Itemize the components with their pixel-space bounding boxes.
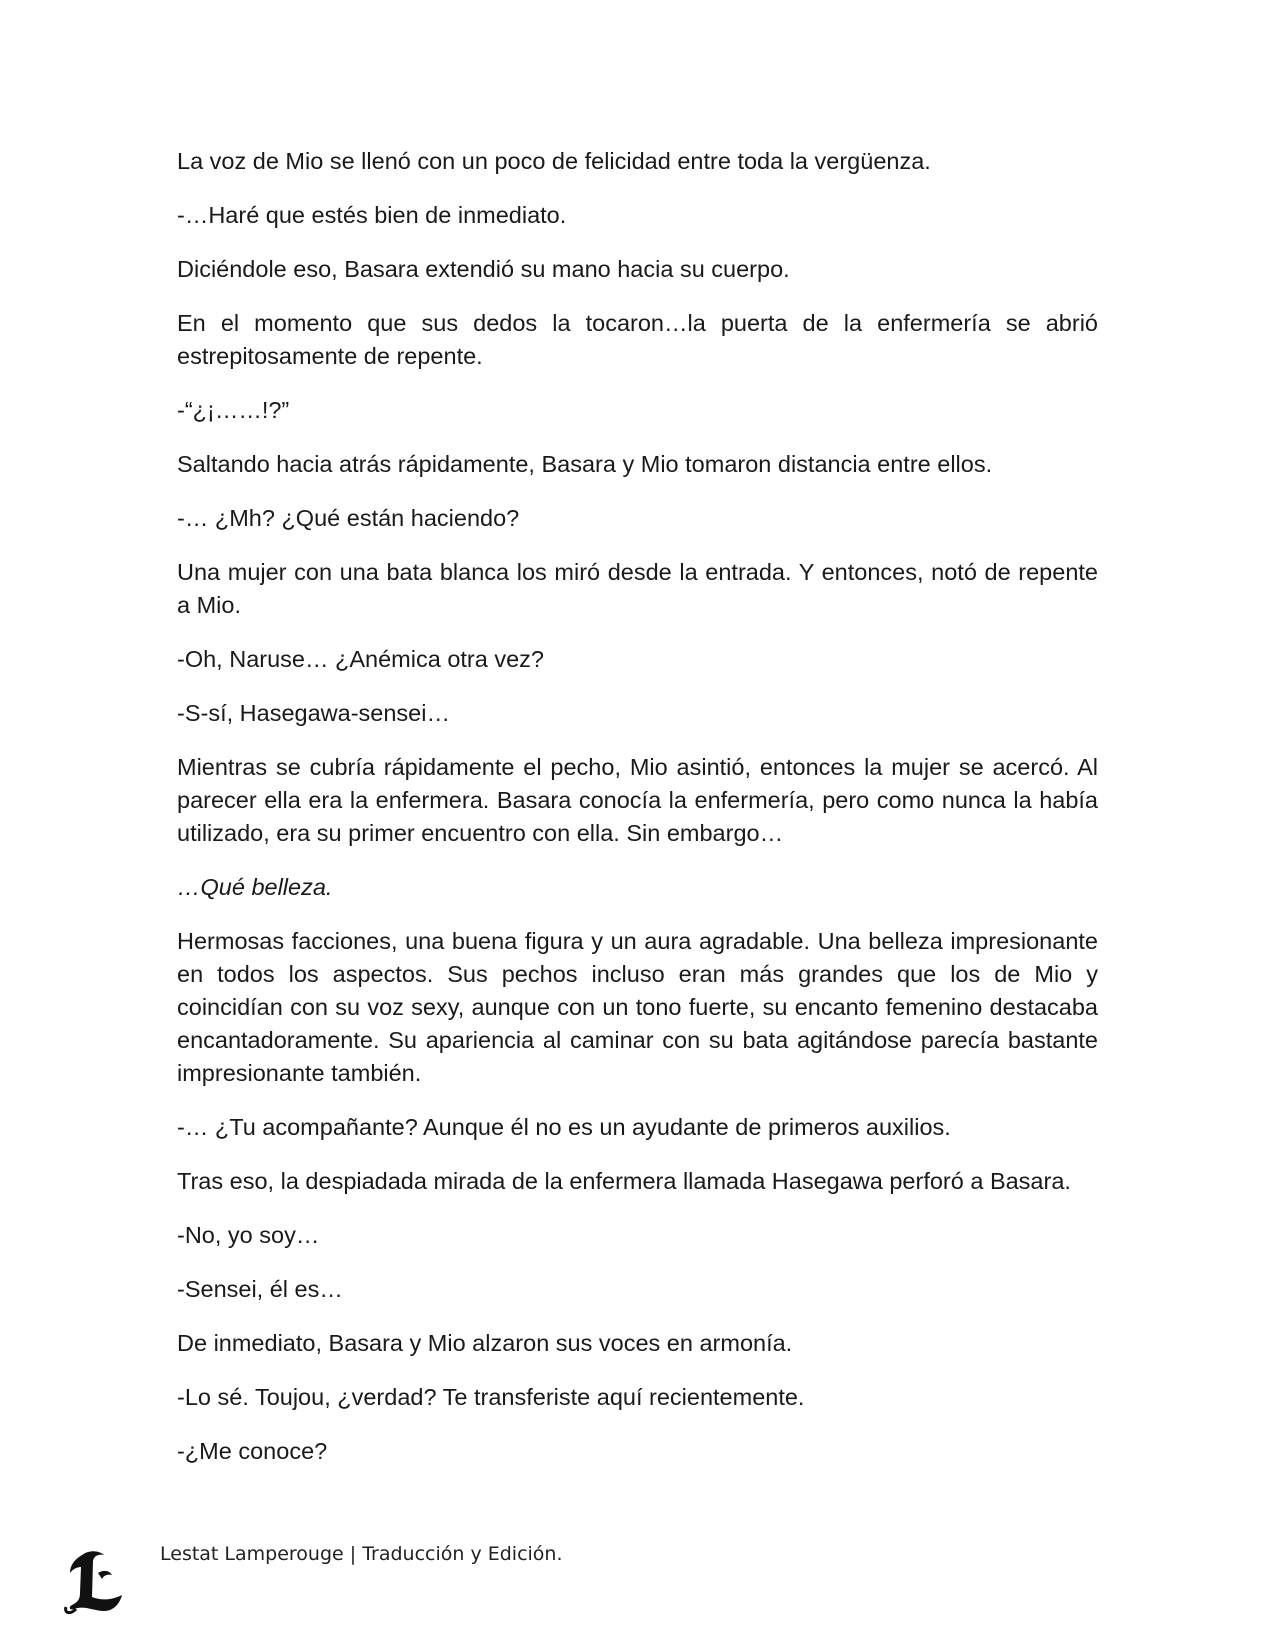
paragraph: De inmediato, Basara y Mio alzaron sus voces en armonía. <box>177 1330 793 1356</box>
dialogue-line: -Sensei, él es… <box>177 1276 343 1302</box>
paragraph: Tras eso, la despiadada mirada de la enfermera llamada Hasegawa perforó a Basara. <box>177 1168 1071 1194</box>
paragraph: Mientras se cubría rápidamente el pecho, Mio asintió, entonces la mujer se acercó. Al parecer ella era la enfermera. Basara conocía la enfermería, pero como nunca la había utilizado, era su primer encuentro con ella. Sin embargo… <box>177 754 1098 846</box>
italic-thought: …Qué belleza. <box>177 874 333 900</box>
paragraph: En el momento que sus dedos la tocaron…la puerta de la enfermería se abrió estrepitosamente de repente. <box>177 310 1098 369</box>
dialogue-line: -… ¿Tu acompañante? Aunque él no es un ayudante de primeros auxilios. <box>177 1114 951 1140</box>
paragraph: Saltando hacia atrás rápidamente, Basara y Mio tomaron distancia entre ellos. <box>177 451 993 477</box>
paragraph: La voz de Mio se llenó con un poco de felicidad entre toda la vergüenza. <box>177 148 931 174</box>
document-body <box>177 145 1098 1489</box>
page-footer <box>60 1535 760 1615</box>
paragraph: Diciéndole eso, Basara extendió su mano hacia su cuerpo. <box>177 256 790 282</box>
dialogue-line: -Lo sé. Toujou, ¿verdad? Te transferiste aquí recientemente. <box>177 1384 805 1410</box>
dialogue-line: -No, yo soy… <box>177 1222 320 1248</box>
paragraph: Una mujer con una bata blanca los miró desde la entrada. Y entonces, notó de repente a Mio. <box>177 559 1098 618</box>
paragraph: Hermosas facciones, una buena figura y un aura agradable. Una belleza impresionante en todos los aspectos. Sus pechos incluso eran más grandes que los de Mio y coincidían con su voz sexy, aunque con un tono fuerte, su encanto femenino destacaba encantadoramente. Su apariencia al caminar con su bata agitándose parecía bastante impresionante también. <box>177 928 1098 1086</box>
translator-credit: Lestat Lamperouge | Traducción y Edición. <box>160 1543 563 1565</box>
dialogue-line: -… ¿Mh? ¿Qué están haciendo? <box>177 505 520 531</box>
dialogue-line: -S-sí, Hasegawa-sensei… <box>177 700 450 726</box>
dialogue-line: -¿Me conoce? <box>177 1438 328 1464</box>
dialogue-line: -…Haré que estés bien de inmediato. <box>177 202 567 228</box>
gothic-l-logo-icon <box>60 1545 132 1617</box>
dialogue-line: -Oh, Naruse… ¿Anémica otra vez? <box>177 646 544 672</box>
dialogue-line: -“¿¡……!?” <box>177 397 290 423</box>
